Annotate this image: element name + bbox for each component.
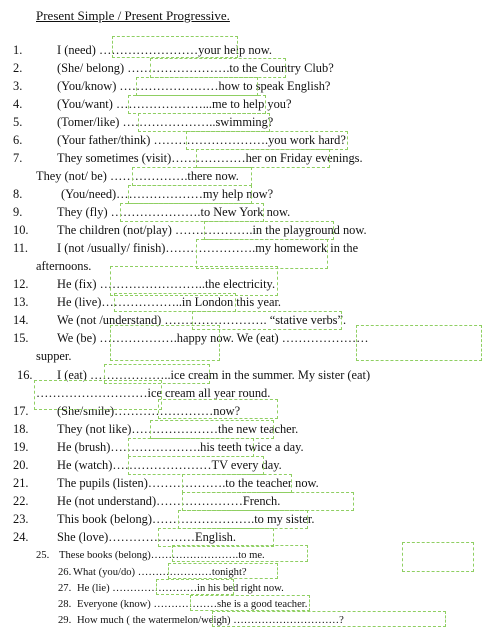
- answer-blank-box[interactable]: [196, 149, 330, 168]
- item-text: (Your father/think) ……………………….you work hard?: [57, 133, 346, 147]
- answer-blank-box[interactable]: [168, 563, 278, 579]
- item-number: 19.: [13, 440, 29, 454]
- answer-blank-box[interactable]: [186, 131, 348, 150]
- item-number: 4.: [13, 97, 23, 111]
- answer-blank-box[interactable]: [112, 36, 238, 58]
- item-number: 11.: [13, 241, 29, 255]
- item-number: 15.: [13, 331, 29, 345]
- answer-blank-box[interactable]: [110, 266, 278, 296]
- item-number: 5.: [13, 115, 23, 129]
- answer-blank-box[interactable]: [110, 325, 220, 361]
- item-text: afternoons.: [36, 259, 92, 273]
- answer-blank-box[interactable]: [158, 399, 278, 419]
- item-text: I (eat) ………………..ice cream in the summer. My sister (eat): [57, 368, 371, 382]
- item-text: He (watch)……………………TV every day.: [57, 458, 282, 472]
- answer-blank-box[interactable]: [182, 474, 292, 493]
- item-number: 2.: [13, 61, 23, 75]
- item-number: 12.: [13, 277, 29, 291]
- worksheet-title: Present Simple / Present Progressive.: [36, 8, 230, 23]
- answer-blank-box[interactable]: [128, 438, 254, 457]
- answer-blank-box[interactable]: [128, 185, 252, 204]
- item-text: They (not like)…………………the new teacher.: [57, 422, 299, 436]
- item-text: (You/want) …………………...me to help you?: [57, 97, 292, 111]
- item-text: What (you/do) …………………tonight?: [73, 567, 247, 578]
- answer-blank-box[interactable]: [128, 95, 266, 114]
- item-text: She (love)…………………English.: [57, 530, 236, 544]
- item-text: He (brush)………………….his teeth twice a day.: [57, 440, 304, 454]
- item-number: 6.: [13, 133, 23, 147]
- item-text: ………………………ice cream all year round.: [36, 386, 271, 400]
- item-number: 29.: [58, 615, 72, 626]
- answer-blank-box[interactable]: [150, 58, 286, 78]
- item-number: 9.: [13, 205, 23, 219]
- item-number: 23.: [13, 512, 29, 526]
- answer-blank-box[interactable]: [150, 420, 274, 439]
- answer-blank-box[interactable]: [172, 545, 308, 562]
- answer-blank-box[interactable]: [156, 579, 234, 595]
- item-text: These books (belong)…………………….to me.: [59, 550, 265, 561]
- item-text: (You/need)…………………my help now?: [61, 187, 274, 201]
- item-text: (You/know) ……………………how to speak English?: [57, 79, 331, 93]
- answer-blank-box[interactable]: [132, 167, 252, 186]
- answer-blank-box[interactable]: [182, 492, 354, 511]
- item-text: We (not /understand) ……………………. “stative verbs”.: [57, 313, 347, 327]
- item-number: 14.: [13, 313, 29, 327]
- item-number: 10.: [13, 223, 29, 237]
- item-number: 28.: [58, 599, 72, 610]
- item-text: (She/ belong) …………………….to the Country Club?: [57, 61, 334, 75]
- item-text: I (need) ……………………your help now.: [57, 43, 272, 57]
- item-number: 13.: [13, 295, 29, 309]
- item-text: (Tomer/like) …………………..swimming?: [57, 115, 274, 129]
- item-number: 20.: [13, 458, 29, 472]
- item-number: 27.: [58, 583, 72, 594]
- item-text: They (not/ be) ……………….there now.: [36, 169, 239, 183]
- answer-blank-box[interactable]: [128, 456, 264, 475]
- answer-blank-box[interactable]: [212, 611, 446, 627]
- item-text: The pupils (listen)……………….to the teacher now.: [57, 476, 319, 490]
- answer-blank-box[interactable]: [120, 203, 264, 222]
- item-text: How much ( the watermelon/weigh) …………………………?: [77, 615, 344, 626]
- item-number: 21.: [13, 476, 29, 490]
- answer-blank-box[interactable]: [178, 510, 308, 529]
- item-text: supper.: [36, 349, 72, 363]
- item-number: 8.: [13, 187, 23, 201]
- answer-blank-box[interactable]: [34, 380, 162, 410]
- item-text: We (be) ……………….happy now. We (eat) …………………: [57, 331, 369, 345]
- answer-blank-box[interactable]: [204, 221, 334, 240]
- item-number: 16.: [17, 368, 33, 382]
- item-number: 22.: [13, 494, 29, 508]
- item-number: 1.: [13, 43, 23, 57]
- item-number: 25.: [36, 550, 50, 561]
- answer-blank-box[interactable]: [136, 77, 258, 96]
- answer-blank-box[interactable]: [402, 542, 474, 572]
- item-text: He (lie) ……………………in his bed right now.: [77, 583, 284, 594]
- item-number: 18.: [13, 422, 29, 436]
- item-number: 7.: [13, 151, 23, 165]
- answer-blank-box[interactable]: [196, 239, 328, 269]
- answer-blank-box[interactable]: [138, 113, 270, 132]
- item-text: This book (belong)…………………….to my sister.: [57, 512, 315, 526]
- item-text: They (fly) ………………….to New York now.: [57, 205, 291, 219]
- item-text: Everyone (know) ………………she is a good teacher.: [77, 599, 308, 610]
- item-number: 17.: [13, 404, 29, 418]
- item-number: 26.: [58, 567, 72, 578]
- answer-blank-box[interactable]: [190, 595, 310, 611]
- item-text: He (not understand)…………………French.: [57, 494, 281, 508]
- item-number: 3.: [13, 79, 23, 93]
- item-number: 24.: [13, 530, 29, 544]
- item-text: The children (not/play) ……………….in the playground now.: [57, 223, 367, 237]
- answer-blank-box[interactable]: [114, 293, 236, 312]
- item-text: (She/smile)……………………now?: [57, 404, 241, 418]
- item-text: They sometimes (visit)………………her on Friday evenings.: [57, 151, 363, 165]
- item-text: He (fix) ……………………..the electricity.: [57, 277, 276, 291]
- item-text: I (not /usually/ finish)………………….my homework in the: [57, 241, 359, 255]
- answer-blank-box[interactable]: [356, 325, 482, 361]
- item-text: He (live)………………..in London this year.: [57, 295, 282, 309]
